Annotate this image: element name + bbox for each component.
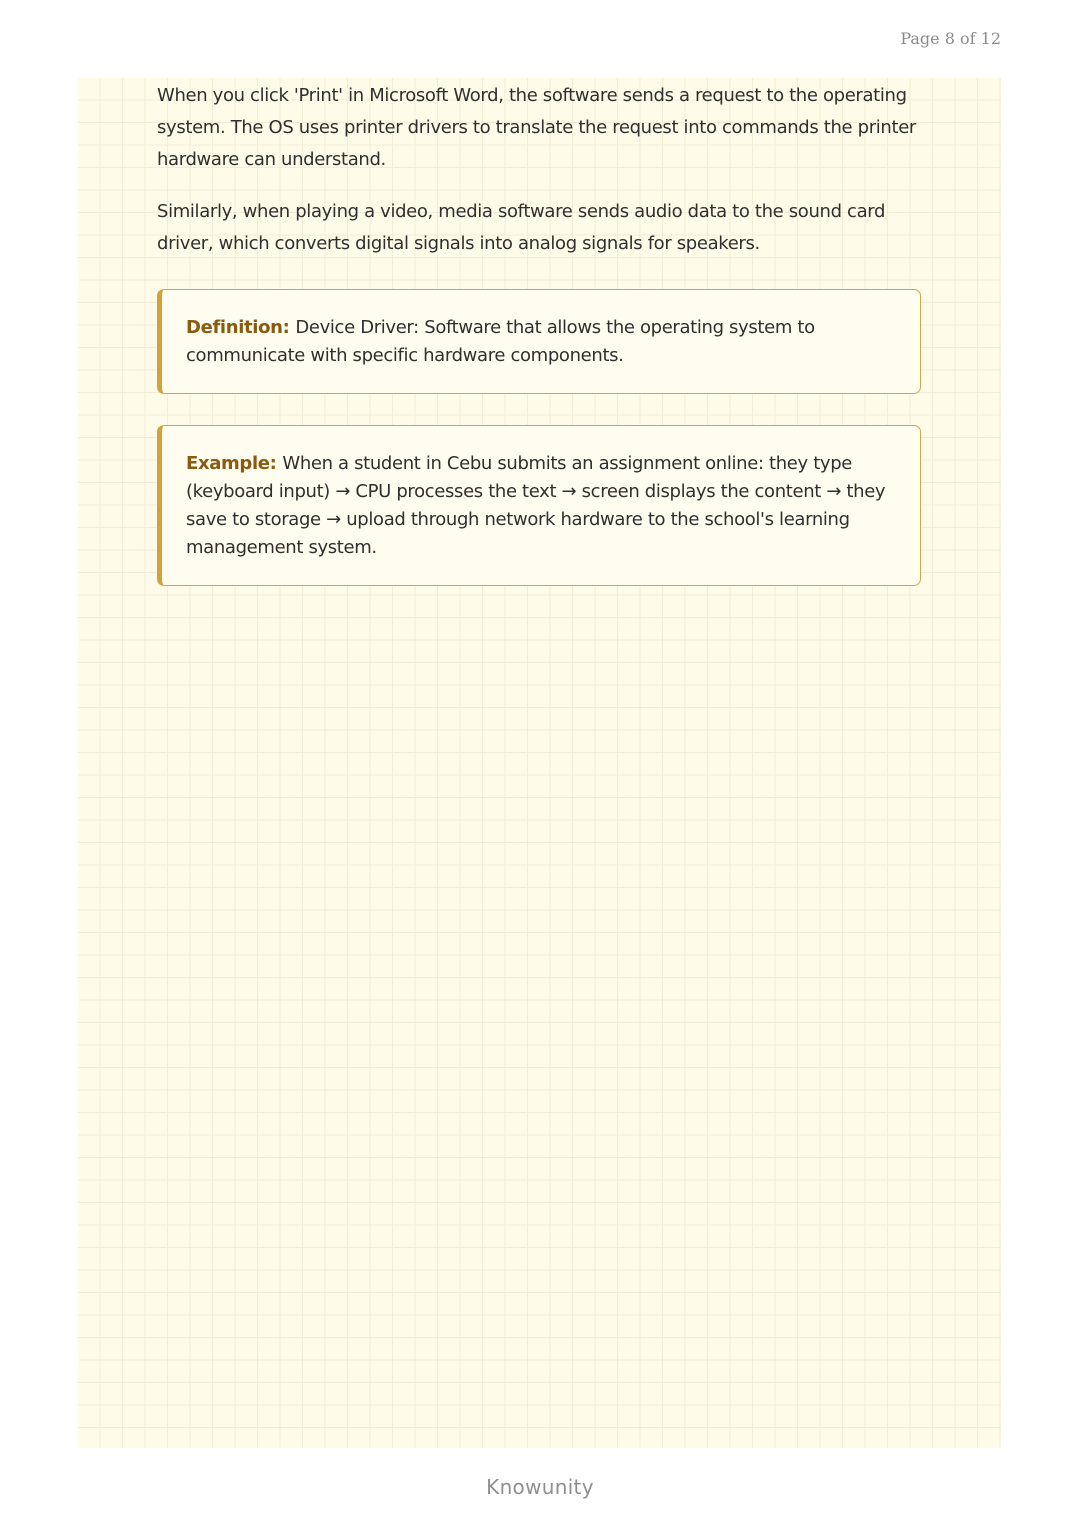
grid-paper-background (78, 78, 1001, 1448)
paragraph-print-example: When you click 'Print' in Microsoft Word, the software sends a request to the operating system. The OS uses printer drivers to translate the request into commands the printer hardware can understand. (157, 85, 916, 170)
paragraph-video-example: Similarly, when playing a video, media software sends audio data to the sound card driver, which converts digital signals into analog signals for speakers. (157, 201, 886, 254)
example-callout (157, 425, 921, 586)
footer-brand: Knowunity (486, 1475, 594, 1499)
main-content (157, 80, 937, 260)
definition-text: Device Driver: Software that allows the operating system to communicate with specific hardware components. (186, 317, 815, 366)
definition-callout (157, 289, 921, 394)
example-label: Example: (186, 453, 283, 474)
page-number: Page 8 of 12 (900, 29, 1001, 48)
definition-label: Definition: (186, 317, 296, 338)
example-text: When a student in Cebu submits an assignment online: they type (keyboard input) → CPU processes the text → screen displays the content → they save to storage → upload through network hardware to the school's learning management system. (186, 453, 886, 558)
